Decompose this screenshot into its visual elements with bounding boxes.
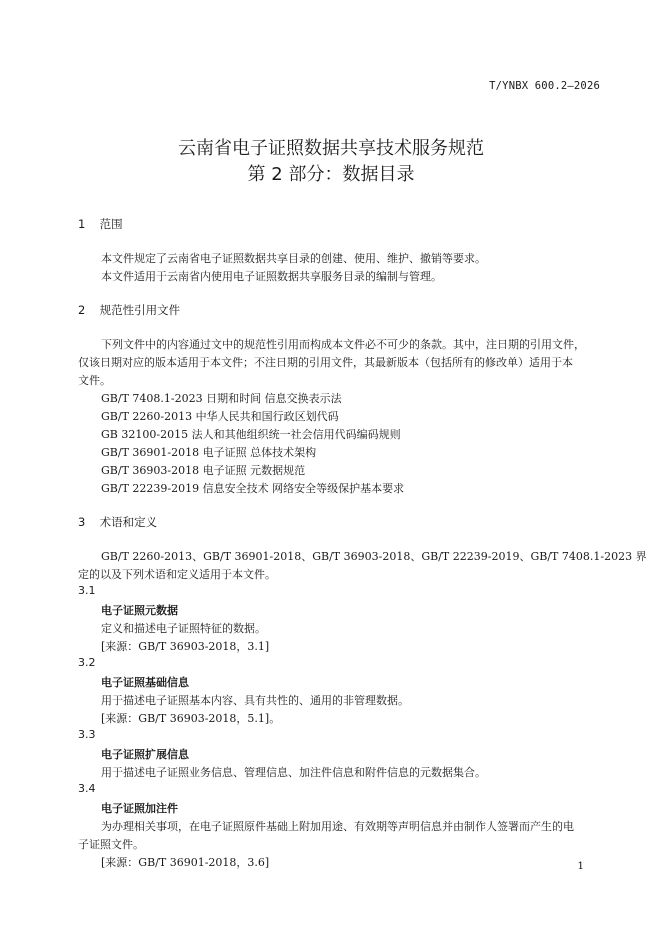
section-number: 3 — [78, 515, 86, 529]
term-name: 电子证照元数据 — [101, 604, 178, 617]
reference-item: GB/T 36903-2018 电子证照 元数据规范 — [101, 464, 306, 477]
term-definition: 用于描述电子证照基本内容、具有共性的、通用的非管理数据。 — [101, 694, 409, 707]
term-definition: 子证照文件。 — [78, 838, 144, 851]
paragraph-line: 下列文件中的内容通过文中的规范性引用而构成本文件必不可少的条款。其中，注日期的引用文件， — [101, 338, 585, 351]
reference-item: GB 32100-2015 法人和其他组织统一社会信用代码编码规则 — [101, 428, 401, 441]
page-number: 1 — [577, 860, 584, 872]
term-name: 电子证照扩展信息 — [101, 748, 189, 761]
paragraph-line: 文件。 — [78, 374, 111, 387]
reference-item: GB/T 22239-2019 信息安全技术 网络安全等级保护基本要求 — [101, 482, 405, 495]
document-title: 云南省电子证照数据共享技术服务规范 — [178, 138, 484, 159]
term-source: [来源：GB/T 36901-2018，3.6] — [101, 856, 270, 869]
section-heading-terms — [78, 514, 157, 530]
term-name: 电子证照加注件 — [101, 802, 178, 815]
document-subtitle: 第 2 部分：数据目录 — [247, 164, 415, 185]
paragraph-line: GB/T 2260-2013、GB/T 36901-2018、GB/T 36903-2018、GB/T 22239-2019、GB/T 7408.1-2023 界 — [101, 550, 647, 563]
paragraph: 本文件规定了云南省电子证照数据共享目录的创建、使用、维护、撤销等要求。 — [101, 252, 486, 265]
term-definition: 为办理相关事项，在电子证照原件基础上附加用途、有效期等声明信息并由制作人签署而产生的电 — [101, 820, 574, 833]
standard-number: T/YNBX 600.2—2026 — [489, 80, 600, 92]
section-title: 范围 — [99, 217, 123, 231]
paragraph: 本文件适用于云南省内使用电子证照数据共享服务目录的编制与管理。 — [101, 270, 442, 283]
paragraph-line: 仅该日期对应的版本适用于本文件；不注日期的引用文件，其最新版本（包括所有的修改单）适用于本 — [78, 356, 573, 369]
reference-item: GB/T 2260-2013 中华人民共和国行政区划代码 — [101, 410, 339, 423]
reference-item: GB/T 7408.1-2023 日期和时间 信息交换表示法 — [101, 392, 342, 405]
section-heading-normative-references — [78, 302, 180, 318]
term-source: [来源：GB/T 36903-2018，5.1]。 — [101, 712, 281, 725]
term-name: 电子证照基础信息 — [101, 676, 189, 689]
term-number: 3.1 — [78, 584, 96, 597]
section-title: 规范性引用文件 — [99, 303, 181, 317]
section-title: 术语和定义 — [99, 515, 158, 529]
term-source: [来源：GB/T 36903-2018，3.1] — [101, 640, 270, 653]
term-definition: 用于描述电子证照业务信息、管理信息、加注件信息和附件信息的元数据集合。 — [101, 766, 486, 779]
section-number: 1 — [78, 217, 86, 231]
term-number: 3.4 — [78, 782, 96, 795]
reference-item: GB/T 36901-2018 电子证照 总体技术架构 — [101, 446, 317, 459]
term-definition: 定义和描述电子证照特征的数据。 — [101, 622, 266, 635]
section-heading-scope — [78, 216, 123, 232]
term-number: 3.3 — [78, 728, 96, 741]
section-number: 2 — [78, 303, 86, 317]
term-number: 3.2 — [78, 656, 96, 669]
paragraph-line: 定的以及下列术语和定义适用于本文件。 — [78, 568, 276, 581]
